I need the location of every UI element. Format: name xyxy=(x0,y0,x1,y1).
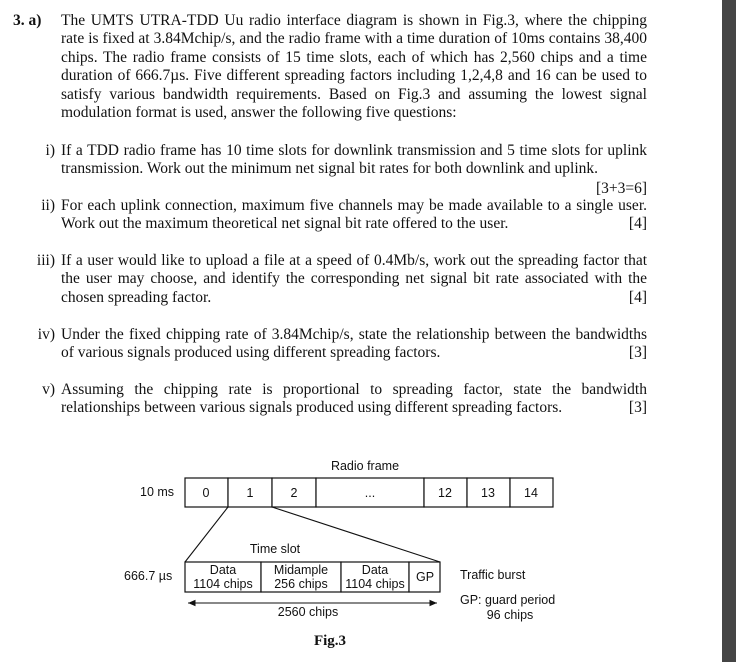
slot-label: 0 xyxy=(202,486,210,500)
burst-field-name: GP xyxy=(415,570,435,584)
burst-field-name: Data xyxy=(361,563,389,577)
sub-question-numeral: ii) xyxy=(41,197,55,214)
question-number: 3. a) xyxy=(13,12,42,29)
slot-label: ... xyxy=(364,486,376,500)
sub-question-numeral: v) xyxy=(42,381,55,398)
zoom-line-left xyxy=(185,507,228,562)
slot-label: 2 xyxy=(290,486,298,500)
radio-frame-label: Radio frame xyxy=(330,459,400,473)
total-chips-label: 2560 chips xyxy=(277,605,339,619)
burst-field-name: Midample xyxy=(273,563,329,577)
figure-caption: Fig.3 xyxy=(313,633,347,649)
sub-question-numeral: iii) xyxy=(36,252,55,269)
burst-field-chips: 1104 chips xyxy=(193,577,253,591)
slot-label: 13 xyxy=(481,486,495,500)
frame-duration-label: 10 ms xyxy=(140,485,175,499)
time-slot-label: Time slot xyxy=(249,542,301,556)
burst-field-name: Data xyxy=(209,563,237,577)
sub-question-text: For each uplink connection, maximum five channels may be made available to a single user. Work out the maximum theoretical net signal bit rate offered to the user. xyxy=(61,197,647,233)
traffic-burst xyxy=(185,562,440,592)
sub-question-numeral: i) xyxy=(45,142,55,159)
sub-question-text: Under the fixed chipping rate of 3.84Mchip/s, state the relationship between the bandwidths of various signals produced using different spreading factors. xyxy=(61,326,647,362)
radio-frame-row xyxy=(185,478,553,507)
sub-question-text: If a TDD radio frame has 10 time slots for downlink transmission and 5 time slots for uplink transmission. Work out the minimum net signal bit rates for both downlink and uplink. xyxy=(61,142,647,178)
burst-field-chips: 1104 chips xyxy=(345,577,405,591)
slot-label: 14 xyxy=(524,486,538,500)
slot-label: 1 xyxy=(246,486,254,500)
sub-question-marks: [4] xyxy=(628,215,647,233)
slot-duration-label: 666.7 µs xyxy=(124,569,173,583)
sub-question-marks: [3] xyxy=(628,344,647,362)
sub-question-marks: [3] xyxy=(628,399,647,417)
gp-label: GP: guard period xyxy=(460,593,556,607)
sub-question-numeral: iv) xyxy=(37,326,55,343)
vertical-scrollbar[interactable] xyxy=(722,0,736,662)
sub-question-marks: [4] xyxy=(628,288,647,306)
sub-question-marks: [3+3=6] xyxy=(595,180,647,197)
gp-chips-label: 96 chips xyxy=(486,608,534,622)
sub-question-text: Assuming the chipping rate is proportional to spreading factor, state the bandwidth relationships between various signals produced using different spreading factors. xyxy=(61,381,647,417)
slot-label: 12 xyxy=(438,486,452,500)
burst-field-chips: 256 chips xyxy=(274,577,328,591)
question-intro: The UMTS UTRA-TDD Uu radio interface diagram is shown in Fig.3, where the chipping rate is fixed at 3.84Mchip/s, and the radio frame with a time duration of 10ms contains 38,400 chips. The radio frame consists of 15 time slots, each of which has 2,560 chips and a time duration of 666.7µs. Five different spreading factors including 1,2,4,8 and 16 can be used to satisfy various bandwidth requirements. Based on Fig.3 and assuming the lowest signal modulation format is used, answer the following five questions: xyxy=(61,12,647,122)
traffic-burst-label: Traffic burst xyxy=(460,568,526,582)
sub-question-text: If a user would like to upload a file at a speed of 0.4Mb/s, work out the spreading factor that the user may choose, and identify the corresponding net signal bit rate associated with the chosen spreading factor. xyxy=(61,252,647,306)
